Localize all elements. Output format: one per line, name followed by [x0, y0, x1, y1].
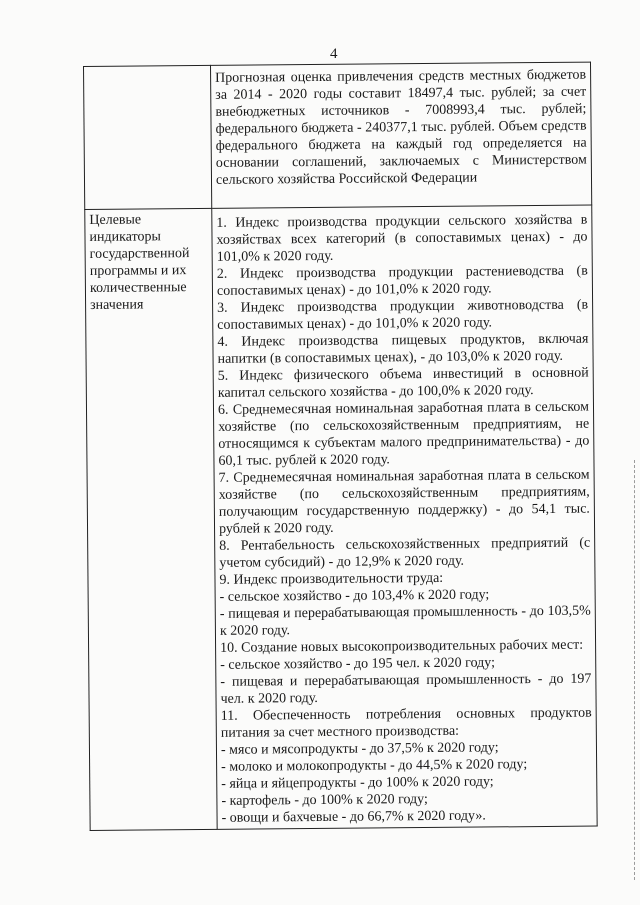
row-label-empty: [84, 65, 212, 209]
indicator-subitem: - сельское хозяйство - до 195 чел. к 2020 году;: [220, 655, 496, 673]
indicator-item: 8. Рентабельность сельскохозяйственных предприятий (с учетом субсидий) - до 12,9% к 2020 году.: [219, 535, 591, 571]
indicator-subitem: - овощи и бахчевые - до 66,7% к 2020 году».: [221, 808, 486, 826]
indicator-item: 7. Среднемесячная номинальная заработная плата в сельском хозяйстве (по сельскохозяйственным предприятиям, получающим государственную поддержку) - до 54,1 тыс. рублей к 2020 году.: [218, 467, 590, 537]
indicator-item: 9. Индекс производительности труда:: [219, 570, 444, 588]
indicator-subitem: - пищевая и перерабатывающая промышленность - до 103,5% к 2020 году.: [219, 603, 591, 639]
indicator-subitem: - мясо и мясопродукты - до 37,5% к 2020 году;: [220, 740, 499, 758]
indicator-item: 4. Индекс производства пищевых продуктов, включая напитки (в сопоставимых ценах), - до 103,0% к 2020 году.: [217, 331, 589, 367]
funding-paragraph: Прогнозная оценка привлечения средств местных бюджетов за 2014 - 2020 годы составит 18497,4 тыс. рублей; за счет внебюджетных источников - 7008993,4 тыс. рублей; федерального бюджета - 240377,1 тыс. рублей. Объем средств федерального бюджета на каждый год определяется на основании соглашений, заключаемых с Министерством сельского хозяйства Российской Федерации: [215, 67, 587, 188]
indicator-subitem: - яйца и яйцепродукты - до 100% к 2020 году;: [221, 774, 494, 792]
scan-edge-line: [634, 460, 636, 880]
indicator-subitem: - молоко и молокопродукты - до 44,5% к 2020 году;: [221, 757, 528, 775]
page-number: 4: [330, 46, 338, 62]
indicator-item: 2. Индекс производства продукции растениеводства (в сопоставимых ценах) - до 101,0% к 2020 году.: [216, 263, 588, 299]
indicator-item: 5. Индекс физического объема инвестиций в основной капитал сельского хозяйства - до 100,0% к 2020 году.: [217, 365, 589, 401]
funding-text-cell: [210, 62, 591, 208]
program-table: [83, 62, 598, 831]
indicators-list-cell: [212, 205, 597, 829]
table-row-indicators: [85, 205, 597, 830]
indicator-subitem: - пищевая и перерабатывающая промышленность - до 197 чел. к 2020 году.: [220, 671, 592, 707]
indicators-label: Целевые индикаторы государственной программы и их количественные значения: [89, 212, 190, 313]
table-row-funding: [84, 62, 592, 209]
indicators-label-cell: [85, 208, 217, 830]
indicator-subitem: - картофель - до 100% к 2020 году;: [221, 792, 428, 809]
indicator-item: 6. Среднемесячная номинальная заработная плата в сельском хозяйстве (по сельскохозяйственным предприятиям, не относящимся к субъектам малого предпринимательства) - до 60,1 тыс. рублей к 2020 году.: [217, 399, 590, 469]
indicator-item: 10. Создание новых высокопроизводительных рабочих мест:: [220, 637, 584, 656]
indicator-item: 11. Обеспеченность потребления основных продуктов питания за счет местного производства:: [220, 705, 592, 741]
indicator-subitem: - сельское хозяйство - до 103,4% к 2020 году;: [219, 587, 490, 605]
indicator-item: 3. Индекс производства продукции животноводства (в сопоставимых ценах) - до 101,0% к 2020 году.: [217, 297, 589, 333]
indicator-item: 1. Индекс производства продукции сельского хозяйства в хозяйствах всех категорий (в сопоставимых ценах) - до 101,0% к 2020 году.: [216, 212, 588, 265]
